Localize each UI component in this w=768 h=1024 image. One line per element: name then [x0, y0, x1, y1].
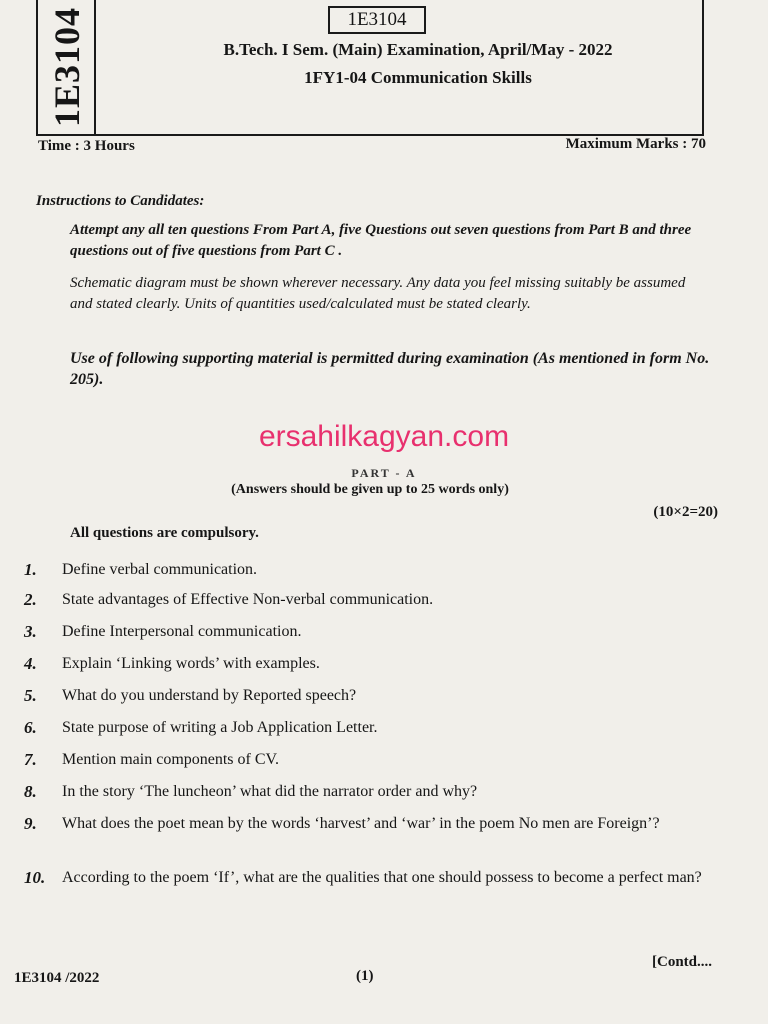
question-text: What does the poet mean by the words ‘harvest’ and ‘war’ in the poem No men are Foreign’? — [62, 815, 660, 832]
compulsory-note: All questions are compulsory. — [70, 525, 259, 541]
question-item — [20, 620, 740, 643]
question-item — [20, 866, 740, 889]
answer-length-note: (Answers should be given up to 25 words only) — [231, 482, 509, 497]
question-item — [20, 716, 740, 739]
question-text: According to the poem ‘If’, what are the qualities that one should possess to become a perfect man? — [62, 869, 702, 886]
subject-title: 1FY1-04 Communication Skills — [304, 68, 532, 87]
question-number: 6. — [24, 718, 37, 737]
roll-code-strip — [38, 0, 96, 134]
instruction-1: Attempt any all ten questions From Part A, five Questions out seven questions from Part B and three questions out of five questions from Part C . — [70, 222, 692, 259]
question-number: 5. — [24, 686, 37, 705]
question-item — [20, 812, 740, 835]
watermark: ersahilkagyan.com — [258, 420, 510, 453]
question-item — [20, 748, 740, 771]
time-allowed: Time : 3 Hours — [38, 138, 135, 154]
instruction-3: Use of following supporting material is permitted during examination (As mentioned in form No. 205). — [70, 350, 710, 388]
question-text: What do you understand by Reported speech? — [62, 687, 357, 704]
question-text: Define verbal communication. — [62, 561, 258, 578]
paper-code: 1E3104 — [328, 6, 426, 34]
question-item — [20, 558, 740, 581]
question-text: Explain ‘Linking words’ with examples. — [62, 655, 320, 672]
question-item — [20, 588, 740, 611]
question-item — [20, 780, 740, 803]
footer-paper-code: 1E3104 /2022 — [14, 970, 100, 986]
header-box — [36, 0, 704, 136]
continued-note: [Contd.... — [652, 954, 713, 970]
question-number: 4. — [24, 654, 37, 673]
question-number: 3. — [24, 622, 37, 641]
question-number: 10. — [24, 868, 46, 887]
question-text: State purpose of writing a Job Application Letter. — [62, 719, 378, 736]
roll-code: 1E3104 — [47, 6, 87, 128]
maximum-marks: Maximum Marks : 70 — [565, 136, 706, 152]
question-number: 1. — [24, 560, 37, 579]
question-number: 2. — [24, 590, 37, 609]
question-text: State advantages of Effective Non-verbal communication. — [62, 591, 434, 608]
question-text: Mention main components of CV. — [62, 751, 280, 768]
question-number: 7. — [24, 750, 37, 769]
part-a-marks: (10×2=20) — [653, 504, 718, 520]
instruction-2: Schematic diagram must be shown wherever necessary. Any data you feel missing suitably be assumed and stated clearly. Units of quantities used/calculated must be stated clearly. — [70, 275, 686, 312]
question-item — [20, 652, 740, 675]
question-text: In the story ‘The luncheon’ what did the narrator order and why? — [62, 783, 478, 800]
page-number: (1) — [356, 968, 374, 984]
question-number: 8. — [24, 782, 37, 801]
question-number: 9. — [24, 814, 37, 833]
exam-title: B.Tech. I Sem. (Main) Examination, April/May - 2022 — [223, 40, 613, 59]
instructions-heading: Instructions to Candidates: — [36, 193, 205, 209]
question-text: Define Interpersonal communication. — [62, 623, 302, 640]
part-a-title: PART - A — [351, 466, 417, 480]
question-item — [20, 684, 740, 707]
